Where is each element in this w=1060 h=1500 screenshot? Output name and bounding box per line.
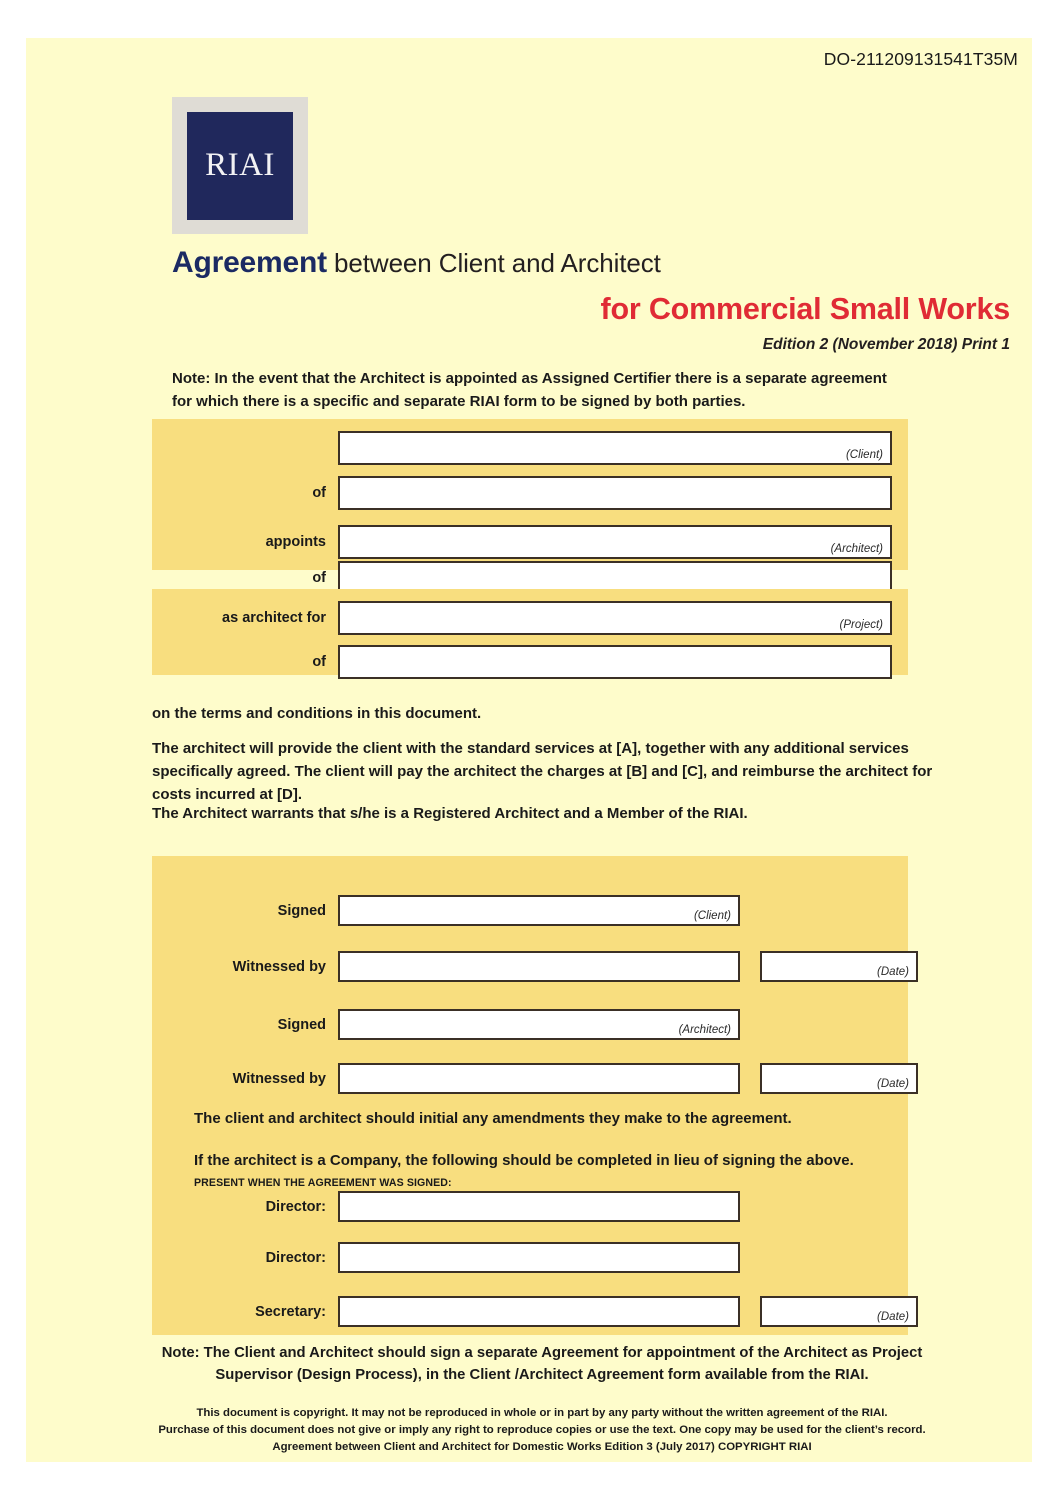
note-top: Note: In the event that the Architect is appointed as Assigned Certifier there is a separate agreement for which there is a specific and separate RIAI form to be signed by both parties. [172, 370, 887, 410]
copyright-line-3: Agreement between Client and Architect for Domestic Works Edition 3 (July 2017) COPYRIGHT RIAI [272, 1441, 812, 1454]
witness-architect-date-hint: (Date) [877, 1078, 909, 1090]
present-when-signed-label: PRESENT WHEN THE AGREEMENT WAS SIGNED: [194, 1177, 452, 1189]
signed-architect-input[interactable] [338, 1009, 740, 1040]
company-row-secretary [152, 1296, 918, 1327]
signed-architect-hint: (Architect) [678, 1024, 731, 1036]
label-witnessed-by-architect: Witnessed by [232, 1070, 326, 1087]
company-row-director-1 [152, 1191, 740, 1222]
riai-logo [172, 97, 308, 234]
form-label-of-client: of [312, 485, 326, 501]
footer-note-line-2: Supervisor (Design Process), in the Client /Architect Agreement form available from the RIAI. [215, 1366, 869, 1383]
footer-note [152, 1343, 932, 1387]
project-address-input[interactable] [338, 645, 892, 679]
edition-label: Edition 2 (November 2018) Print 1 [762, 336, 1010, 353]
form-label-of-architect: of [312, 570, 326, 586]
director-2-input[interactable] [338, 1242, 740, 1273]
document-id: DO-211209131541T35M [823, 49, 1018, 69]
secretary-date-input[interactable] [760, 1296, 918, 1327]
project-name-input[interactable] [338, 601, 892, 635]
copyright-line-1: This document is copyright. It may not be reproduced in whole or in part by any party without the written agreement of the RIAI. [196, 1407, 888, 1419]
witness-client-date-hint: (Date) [877, 966, 909, 978]
director-1-input[interactable] [338, 1191, 740, 1222]
footer-note-line-1: Note: The Client and Architect should sign a separate Agreement for appointment of the Architect as Project [161, 1345, 923, 1361]
witness-client-input[interactable] [338, 951, 740, 982]
riai-logo-text: RIAI [205, 147, 275, 183]
project-hint: (Project) [839, 619, 883, 631]
form-row-project-address [152, 645, 892, 679]
label-director-1: Director: [265, 1198, 326, 1215]
label-witnessed-by-client: Witnessed by [232, 958, 326, 975]
secretary-date-hint: (Date) [877, 1311, 909, 1323]
form-label-as-architect-for: as architect for [222, 610, 326, 626]
parties-form-block [152, 419, 908, 586]
signature-row-witness-architect [152, 1063, 918, 1094]
client-name-input[interactable] [338, 431, 892, 465]
witness-client-date-input[interactable] [760, 951, 918, 982]
charges-paragraph: The architect will provide the client with the standard services at [A], together with any additional services specifically agreed. The client will pay the architect the charges at [B] and [C], and reimburse the architect for costs incurred at [D]. [152, 740, 933, 803]
copyright-line-2: Purchase of this document does not give or imply any right to reproduce copies or use the text. One copy may be used for the client’s record. [158, 1424, 926, 1437]
form-row-project [152, 601, 892, 635]
title-main: Agreement [172, 246, 327, 279]
form-row-client-address [152, 476, 892, 510]
witness-architect-date-input[interactable] [760, 1063, 918, 1094]
title-subtitle: between Client and Architect [326, 248, 661, 278]
signed-client-input[interactable] [338, 895, 740, 926]
page-title [172, 246, 1012, 280]
copyright-block [152, 1405, 932, 1456]
title-red-line: for Commercial Small Works [600, 292, 1010, 326]
document-page [26, 38, 1032, 1462]
label-signed-client: Signed [277, 902, 326, 919]
architect-name-input[interactable] [338, 525, 892, 559]
riai-logo-inner [187, 112, 293, 220]
terms-paragraph: on the terms and conditions in this document. [152, 705, 482, 722]
client-address-input[interactable] [338, 476, 892, 510]
warranty-paragraph: The Architect warrants that s/he is a Registered Architect and a Member of the RIAI. [152, 805, 748, 822]
architect-hint: (Architect) [830, 543, 883, 555]
signature-row-client [152, 895, 740, 926]
label-director-2: Director: [265, 1249, 326, 1266]
amendment-note: The client and architect should initial any amendments they make to the agreement. [194, 1110, 792, 1127]
secretary-input[interactable] [338, 1296, 740, 1327]
form-row-architect [152, 525, 892, 559]
form-label-appoints: appoints [265, 534, 326, 550]
label-secretary: Secretary: [255, 1303, 326, 1320]
signature-row-witness-client [152, 951, 918, 982]
project-form-block [152, 589, 908, 675]
company-note: If the architect is a Company, the following should be completed in lieu of signing the above. [194, 1152, 854, 1169]
form-label-of-project: of [312, 654, 326, 670]
company-row-director-2 [152, 1242, 740, 1273]
client-hint: (Client) [845, 449, 883, 461]
witness-architect-input[interactable] [338, 1063, 740, 1094]
signature-row-architect [152, 1009, 740, 1040]
form-row-client [152, 431, 892, 465]
label-signed-architect: Signed [277, 1016, 326, 1033]
signed-client-hint: (Client) [693, 910, 731, 922]
signature-form-block [152, 856, 908, 1335]
